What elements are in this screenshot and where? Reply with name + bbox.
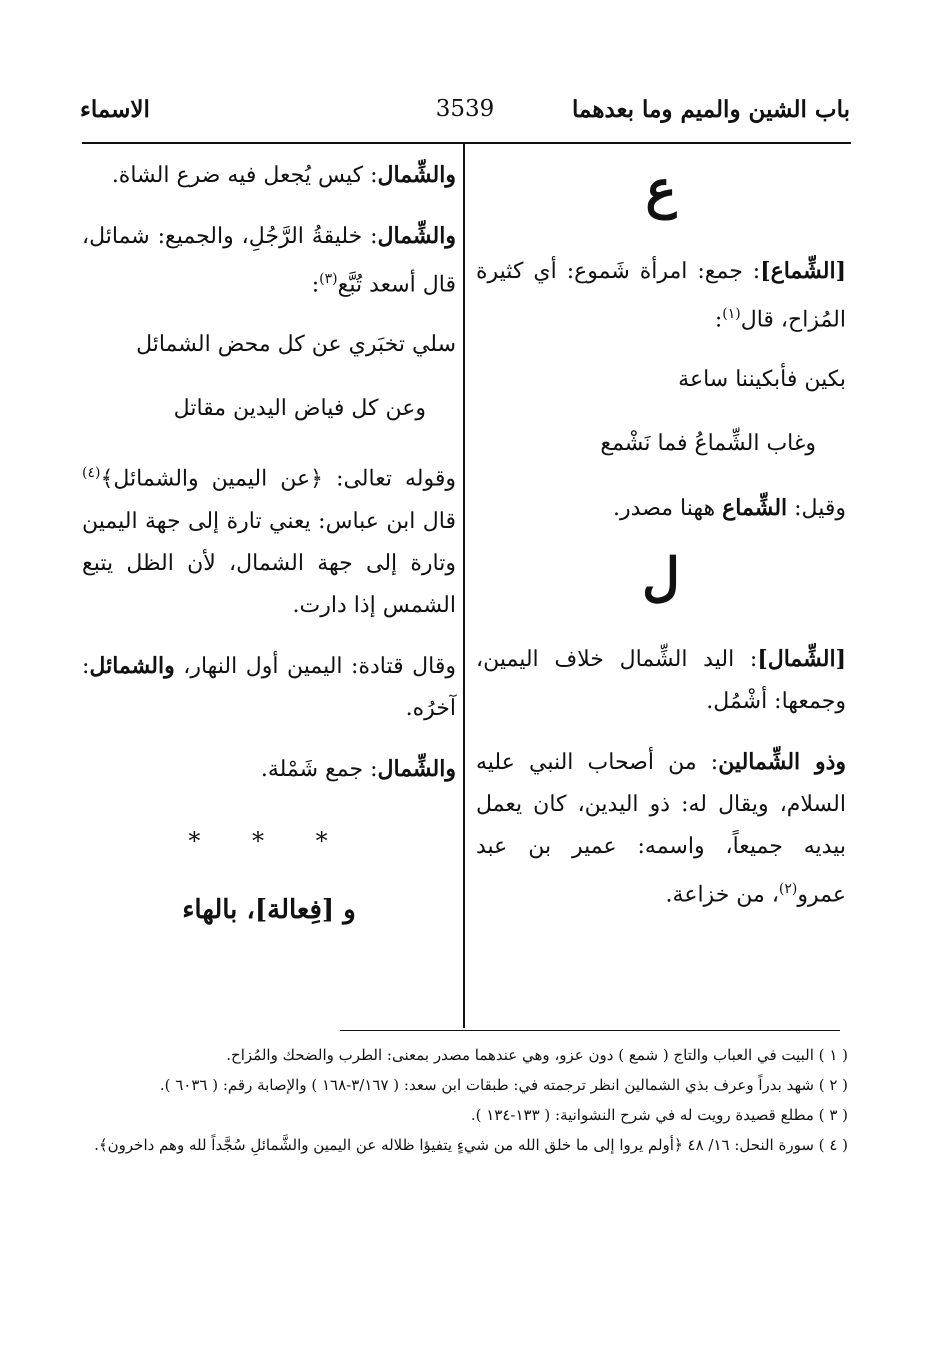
entry-text: :: [311, 272, 320, 298]
verse-line: وعن كل فياض اليدين مقاتل: [173, 396, 426, 422]
entry-text: : كيس يُجعل فيه ضرع الشاة.: [111, 163, 378, 188]
entry-shimal: [476, 638, 846, 723]
footnote: ( ٤ ) سورة النحل: ١٦/ ٤٨ ﴿أولم يروا إلى ما خلق الله من شيءٍ يتفيؤا ظلاله عن اليمين والشَّمائلِ سُجَّداً لله وهم داخرون﴾.: [94, 1136, 848, 1154]
entry-shimaa: [476, 250, 846, 341]
chapter-title: باب الشين والميم وما بعدهما: [572, 96, 850, 123]
section-heading: و [فِعالة]، بالهاء: [182, 894, 356, 925]
page-number: 3539: [435, 96, 495, 122]
entry-text: ، من خزاعة.: [665, 882, 779, 908]
letter-heading-ain: ع: [645, 159, 677, 220]
footnote-ref: (١): [722, 306, 741, 322]
right-column: [476, 154, 846, 935]
entry-keyword: والشِّمال: [377, 755, 456, 782]
footnote: ( ١ ) البيت في العباب والتاج ( شمع ) دون عزو، وهي عندهما مصدر بمعنى: الطرب والضحك والمُزاح.: [226, 1046, 848, 1064]
section-name: الاسماء: [80, 96, 150, 123]
page-header: [80, 96, 850, 136]
entry-text: : من أصحاب النبي عليه السلام، ويقال له: ذو اليدين، كان يعمل بيديه جميعاً، واسمه: عمير بن عبد عمرو: [476, 750, 846, 908]
verse-line: سلي تخبَري عن كل محض الشمائل: [136, 332, 456, 358]
entry-qatada: [82, 645, 456, 730]
entry-keyword: الشِّماع: [722, 495, 788, 522]
footnote-divider: [340, 1030, 840, 1031]
entry-text: :: [714, 307, 723, 333]
entry-keyword: وذو الشِّمالين: [718, 749, 846, 776]
footnotes: [82, 1040, 848, 1160]
entry-shimal-shamla: [82, 748, 456, 791]
entry-keyword: والشِّمال: [377, 223, 456, 249]
entry-text: : اليد الشِّمال خلاف اليمين، وجمعها: أشْمُل.: [476, 647, 846, 715]
entry-text: : خليقةُ الرَّجُلِ، والجميع: شمائل، قال أسعد تُبَّع: [82, 224, 456, 298]
footnote-ref: (٤): [82, 465, 101, 482]
entry-keyword: [الشِّماع]: [760, 258, 846, 284]
section-separator: * * *: [188, 826, 350, 855]
entry-text: : جمع: امرأة شَموع: أي كثيرة المُزاح، قال: [476, 259, 846, 333]
entry-dhu-shimalayn: [476, 741, 846, 916]
letter-heading-lam: ل: [642, 547, 680, 609]
entry-text: وقال قتادة: اليمين أول النهار،: [183, 653, 456, 679]
entry-text: وقوله تعالى: ﴿عن اليمين والشمائل﴾: [100, 466, 456, 492]
footnote: ( ٣ ) مطلع قصيدة رويت له في شرح النشوانية: ( ١٣٣-١٣٤ ).: [470, 1106, 848, 1124]
footnote: ( ٢ ) شهد بدراً وعرف بذي الشمالين انظر ترجمته في: طبقات ابن سعد: ( ٣/١٦٧-١٦٨ ) والإصابة رقم: ( ٦٠٣٦ ).: [159, 1076, 848, 1094]
verse-line: وغاب الشِّماعُ فما نَشْمع: [600, 431, 816, 457]
entry-text: : جمع شَمْلة.: [260, 756, 378, 782]
header-divider: [82, 142, 851, 144]
entry-text: : آخرُه.: [82, 653, 456, 721]
entry-shimal-nature: [82, 215, 456, 306]
entry-keyword: [الشِّمال]: [757, 646, 846, 673]
footnote-ref: (٢): [778, 881, 798, 898]
entry-shimal-pouch: [82, 154, 456, 197]
entry-quran-verse: [82, 452, 456, 626]
entry-text: قال ابن عباس: يعني تارة إلى جهة اليمين وتارة إلى جهة الشمال، لأن الظل يتبع الشمس إذا دارت.: [82, 508, 456, 618]
footnote-ref: (٣): [319, 271, 338, 287]
entry-text: ههنا مصدر.: [613, 496, 716, 522]
entry-note: [476, 487, 846, 530]
verse-line: بكين فأبكيننا ساعة: [678, 367, 846, 393]
left-column: [82, 154, 456, 925]
entry-keyword: والشمائل: [89, 652, 175, 679]
column-divider: [463, 144, 465, 1028]
entry-keyword: والشِّمال: [377, 162, 456, 188]
entry-text: وقيل:: [794, 496, 846, 522]
